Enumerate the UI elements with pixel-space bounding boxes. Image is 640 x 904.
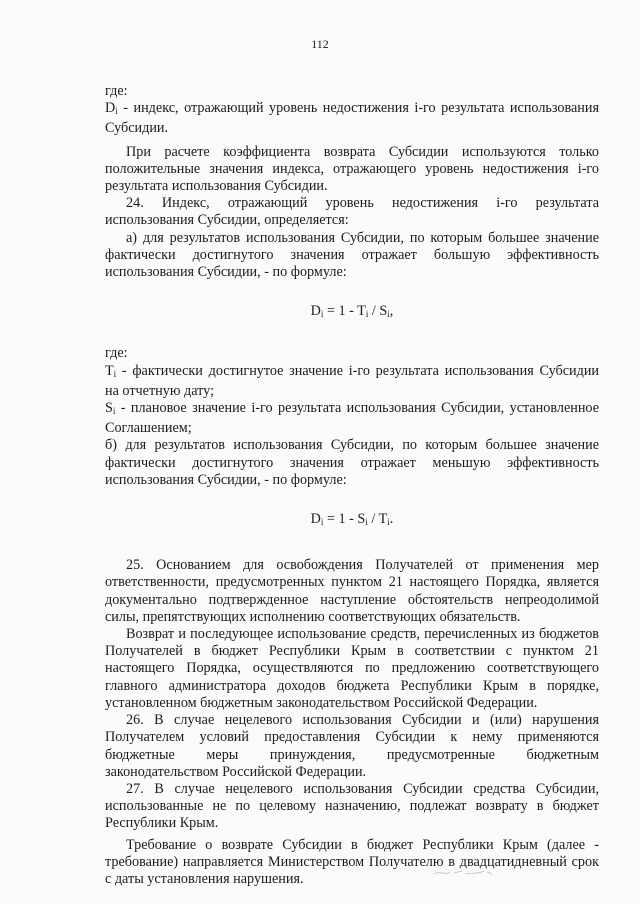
paragraph-vozvrat: Возврат и последующее использование средств, перечисленных из бюджетов Получателей в бюджет Республики Крым в соответствии с пунктом 21 настоящего Порядка, осуществляются по предложению соответствующего главного администратора доходов бюджета Республики Крым в порядке, установленном бюджетным законодательством Российской Федерации.	[105, 626, 599, 711]
formula-1: $D_i = 1 - T_i / S_i$,	[310, 303, 394, 320]
formula-2: $D_i = 1 - S_i / T_i$.	[310, 511, 394, 528]
paragraph-26: 26. В случае нецелевого использования Субсидии и (или) нарушения Получателем условий предоставления Субсидии к нему применяются бюджетные меры принуждения, предусмотренные бюджетным законодательством Российской Федерации.	[105, 712, 599, 780]
gde-label-1: где:	[105, 83, 128, 99]
di-definition	[105, 100, 599, 137]
paragraph-24: 24. Индекс, отражающий уровень недостижения i-го результата использования Субсидии, определяется:	[105, 195, 599, 229]
si-definition: $S_i$ - плановое значение i-го результата использования Субсидии, установленное Соглашением;	[105, 400, 599, 437]
ti-definition: $T_i$ - фактически достигнутое значение i-го результата использования Субсидии на отчетную дату;	[105, 362, 600, 399]
di-definition-text: - индекс, отражающий уровень недостижения i-го результата использования Субсидии.	[105, 100, 599, 137]
paragraph-27: 27. В случае нецелевого использования Субсидии средства Субсидии, использованные не по целевому назначению, подлежат возврату в бюджет Республики Крым.	[105, 780, 599, 832]
paragraph-trebovanie: Требование о возврате Субсидии в бюджет Республики Крым (далее - требование) направляется Министерством Получателю в двадцатидневный срок с даты установления нарушения.	[105, 836, 599, 887]
item-a: а) для результатов использования Субсидии, по которым большее значение фактически достигнутого значения отражает большую эффективность использования Субсидии, - по формуле:	[105, 229, 599, 281]
gde-label-2: где:	[105, 345, 128, 362]
scan-mark-icon	[432, 866, 494, 878]
page-number: 112	[311, 37, 329, 51]
item-b: б) для результатов использования Субсидии, по которым большее значение фактически достигнутого значения отражает меньшую эффективность использования Субсидии, - по формуле:	[105, 437, 599, 488]
subscript-i: i	[115, 106, 118, 117]
paragraph-pri-raschete: При расчете коэффициента возврата Субсидии используются только положительные значения индекса, отражающего уровень недостижения i-го результата использования Субсидии.	[105, 143, 599, 195]
document-body	[105, 83, 599, 888]
paragraph-25: 25. Основанием для освобождения Получателей от применения мер ответственности, предусмотренных пунктом 21 настоящего Порядка, является документально подтвержденное наступление обстоятельств непреодолимой силы, препятствующих исполнению соответствующих обязательств.	[105, 557, 599, 625]
symbol-d: D	[105, 100, 116, 117]
